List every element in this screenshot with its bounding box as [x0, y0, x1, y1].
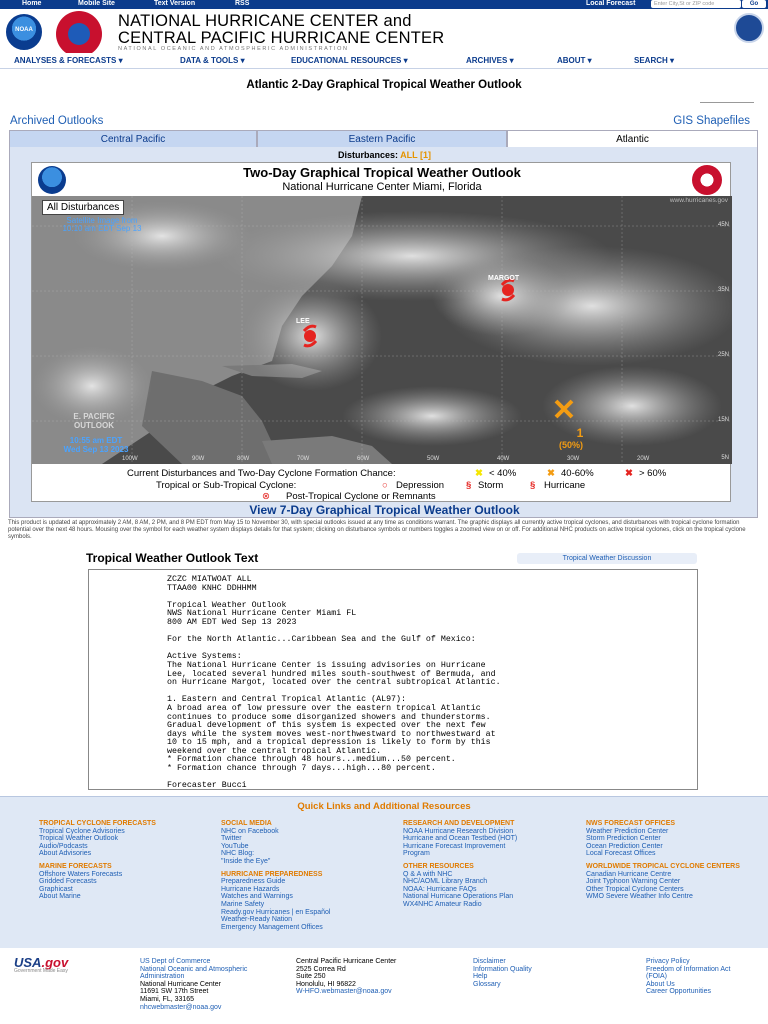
go-button[interactable]: Go	[742, 0, 766, 8]
bottom-text: Suite 250	[296, 973, 326, 981]
outlook-time-line1: 10:55 am EDT	[69, 436, 123, 445]
nav-data-tools[interactable]: DATA & TOOLS ▾	[180, 56, 245, 65]
epac-line2: OUTLOOK	[74, 421, 114, 430]
footer-link[interactable]: Local Forecast Offices	[586, 850, 656, 858]
footer-link[interactable]: Offshore Waters Forecasts	[39, 870, 123, 878]
bottom-col-about	[646, 958, 730, 996]
graphic-subtitle: National Hurricane Center Miami, Florida	[282, 181, 482, 193]
noaa-logo-icon[interactable]	[6, 14, 42, 50]
legend-storm: Storm	[478, 480, 504, 491]
outlook-timestamp	[46, 436, 146, 454]
footer-link[interactable]: About Marine	[39, 893, 81, 901]
nav-educational-resources[interactable]: EDUCATIONAL RESOURCES ▾	[291, 56, 408, 65]
post-tropical-icon: ⊗	[262, 491, 270, 502]
gis-shapefiles-link[interactable]: GIS Shapefiles	[673, 115, 750, 127]
footer-col-social	[221, 820, 381, 931]
usa-logo-text: USA	[14, 955, 42, 970]
usa-gov-tagline: Government Made Easy	[14, 968, 68, 974]
satellite-map[interactable]	[32, 196, 732, 464]
footer-link[interactable]: NOAA: Hurricane FAQs	[403, 885, 477, 893]
footer-link[interactable]: Canadian Hurricane Centre	[586, 870, 672, 878]
site-title-line1: NATIONAL HURRICANE CENTER and	[118, 12, 412, 30]
outlook-time-line2: Wed Sep 13 2023	[63, 445, 129, 454]
footer-link[interactable]: WX4NHC Amateur Radio	[403, 900, 482, 908]
lon-label: 70W	[297, 456, 310, 462]
footer-link[interactable]: Emergency Management Offices	[221, 923, 323, 931]
footer-link[interactable]: Hurricane Forecast Improvement	[403, 842, 506, 850]
bottom-link[interactable]: nhcwebmaster@noaa.gov	[140, 1003, 222, 1011]
bottom-link[interactable]: Help	[473, 973, 488, 981]
footer-heading: TROPICAL CYCLONE FORECASTS	[39, 820, 156, 827]
bottom-text: 2525 Correa Rd	[296, 965, 346, 973]
bottom-col-cphc	[296, 958, 396, 996]
footer-link[interactable]: Preparedness Guide	[221, 878, 286, 886]
graphic-title: Two-Day Graphical Tropical Weather Outlook	[243, 165, 521, 180]
rss-link[interactable]: RSS	[235, 0, 250, 7]
outlook-text-box	[88, 569, 698, 790]
footer-col-tropical	[39, 820, 189, 901]
all-disturbances-label: All Disturbances	[42, 200, 124, 215]
mobile-site-link[interactable]: Mobile Site	[78, 0, 115, 7]
legend-low: < 40%	[489, 468, 517, 479]
footer-heading: HURRICANE PREPAREDNESS	[221, 870, 323, 878]
page-title: Atlantic 2-Day Graphical Tropical Weather Outlook	[246, 79, 522, 91]
bottom-link[interactable]: Glossary	[473, 980, 501, 988]
footer-link[interactable]: "Inside the Eye"	[221, 857, 271, 865]
top-utility-bar	[0, 0, 768, 9]
disturbance-number[interactable]: 1	[576, 426, 584, 440]
depression-icon: ○	[382, 480, 388, 491]
tropical-weather-discussion-button[interactable]: Tropical Weather Discussion	[517, 553, 697, 564]
footer-link[interactable]: Q & A with NHC	[403, 870, 453, 878]
bottom-col-nhc	[140, 958, 247, 1011]
footer-link[interactable]: Watches and Warnings	[221, 893, 293, 901]
footer-link[interactable]: Weather Prediction Center	[586, 827, 669, 835]
disturbance-1-link[interactable]: [1]	[420, 150, 432, 160]
lat-label: 25N	[717, 352, 729, 358]
archived-outlooks-link[interactable]: Archived Outlooks	[10, 115, 104, 127]
footer-link[interactable]: NHC/AOML Library Branch	[403, 878, 488, 886]
footer-link[interactable]: Twitter	[221, 835, 242, 843]
nws-logo-icon[interactable]	[56, 11, 102, 57]
website-label: www.hurricanes.gov	[669, 197, 728, 204]
footer-link[interactable]: Ready.gov Hurricanes | en Español	[221, 908, 331, 916]
legend-cyclone-label: Tropical or Sub-Tropical Cyclone:	[156, 480, 297, 491]
footer-heading: OTHER RESOURCES	[403, 862, 474, 870]
disturbances-selector	[10, 150, 759, 160]
lon-label: 90W	[192, 456, 205, 462]
lat-label: 5N	[721, 455, 729, 461]
lon-label: 100W	[122, 456, 138, 462]
storm-icon: §	[466, 480, 472, 491]
footer-link[interactable]: Program	[403, 850, 430, 858]
bottom-link[interactable]: National Oceanic and Atmospheric	[140, 965, 248, 973]
bottom-link[interactable]: Career Opportunities	[646, 988, 711, 996]
footer-link[interactable]: Other Tropical Cyclone Centers	[586, 885, 684, 893]
epac-line1: E. PACIFIC	[73, 412, 115, 421]
nws-logo-icon	[692, 165, 722, 195]
nav-archives[interactable]: ARCHIVES ▾	[466, 56, 514, 65]
hurricane-icon: §	[530, 480, 536, 491]
bottom-col-policies	[473, 958, 532, 988]
text-version-link[interactable]: Text Version	[154, 0, 196, 7]
lat-label: 35N	[717, 287, 729, 293]
footer-link[interactable]: Storm Prediction Center	[586, 835, 661, 843]
lat-label: 15N	[717, 417, 729, 423]
lon-label: 40W	[497, 456, 510, 462]
local-forecast-label: Local Forecast	[586, 0, 636, 7]
footer-link[interactable]: Gridded Forecasts	[39, 878, 97, 886]
legend-post-tropical-label: Post-Tropical Cyclone or Remnants	[286, 491, 436, 502]
satellite-map-svg	[32, 196, 732, 464]
home-link[interactable]: Home	[22, 0, 42, 7]
noaa-logo-text: NOAA	[15, 27, 33, 33]
bottom-text: 11691 SW 17th Street	[140, 988, 209, 996]
outlook-panel	[9, 147, 758, 518]
disturbances-all-link[interactable]: ALL	[400, 150, 418, 160]
lee-label: LEE	[296, 318, 310, 325]
outlook-text-title: Tropical Weather Outlook Text	[86, 551, 259, 565]
footer-link[interactable]: Ocean Prediction Center	[586, 842, 663, 850]
site-header	[0, 9, 768, 53]
footer-link[interactable]: National Hurricane Operations Plan	[403, 893, 514, 901]
x-low-icon: ✖	[475, 468, 483, 479]
footer-link[interactable]: Graphicast	[39, 885, 73, 893]
legend-hurricane: Hurricane	[544, 480, 586, 491]
local-forecast-search-input[interactable]: Enter City,St or ZIP code	[651, 0, 741, 8]
tab-eastern-pacific[interactable]: Eastern Pacific	[257, 130, 507, 148]
satellite-label-line2: 10:10 am EDT Sep 13	[62, 224, 142, 233]
nav-analyses-forecasts[interactable]: ANALYSES & FORECASTS ▾	[14, 56, 123, 65]
lon-label: 80W	[237, 456, 250, 462]
footer-link[interactable]: NHC on Facebook	[221, 827, 279, 835]
footer-link[interactable]: YouTube	[221, 842, 249, 850]
footer-link[interactable]: Weather-Ready Nation	[221, 916, 293, 924]
legend-formation-label: Current Disturbances and Two-Day Cyclone Formation Chance:	[127, 468, 396, 479]
footer-link[interactable]: Audio/Podcasts	[39, 842, 88, 850]
site-title-line3: NATIONAL OCEANIC AND ATMOSPHERIC ADMINISTRATION	[118, 46, 349, 52]
satellite-timestamp	[42, 217, 162, 233]
lat-label: 45N	[717, 222, 729, 228]
view-7-day-outlook-link[interactable]: View 7-Day Graphical Tropical Weather Outlook	[249, 503, 520, 517]
footer-heading: WORLDWIDE TROPICAL CYCLONE CENTERS	[586, 862, 740, 870]
lon-label: 50W	[427, 456, 440, 462]
divider	[700, 102, 754, 103]
footer-link[interactable]: Hurricane and Ocean Testbed (HOT)	[403, 835, 518, 843]
bottom-text: National Hurricane Center	[140, 980, 221, 988]
lon-label: 60W	[357, 456, 370, 462]
quick-links-title: Quick Links and Additional Resources	[297, 801, 471, 812]
site-title-line2: CENTRAL PACIFIC HURRICANE CENTER	[118, 29, 445, 47]
bottom-link[interactable]: Administration	[140, 973, 185, 981]
footer-link[interactable]: NOAA Hurricane Research Division	[403, 827, 514, 835]
bottom-text: Honolulu, HI 96822	[296, 980, 356, 988]
legend-depression: Depression	[396, 480, 445, 491]
footer-link[interactable]: Marine Safety	[221, 900, 265, 908]
commerce-seal-icon[interactable]	[734, 13, 764, 43]
footer-heading: MARINE FORECASTS	[39, 862, 112, 870]
bottom-link[interactable]: W-HFO.webmaster@noaa.gov	[296, 988, 392, 996]
satellite-label-line1: Satellite Image from	[66, 216, 138, 225]
footer-link[interactable]: Tropical Weather Outlook	[39, 835, 118, 843]
bottom-text: Miami, FL, 33165	[140, 995, 195, 1003]
lon-label: 30W	[567, 456, 580, 462]
legend-medium: 40-60%	[561, 468, 594, 479]
footer-link[interactable]: Joint Typhoon Warning Center	[586, 878, 681, 886]
margot-label: MARGOT	[488, 275, 520, 282]
footer-link[interactable]: Hurricane Hazards	[221, 885, 280, 893]
disturbance-chance[interactable]: (50%)	[559, 440, 584, 450]
footer-heading: NWS FORECAST OFFICES	[586, 820, 676, 827]
product-disclaimer: This product is updated at approximately 2 AM, 8 AM, 2 PM, and 8 PM EDT from May 15 to November 30, with special outlooks issued at any time as conditions warrant. The graphic displays all currently active tropical cyclones, and disturbances with tropical cyclone formation potential over the next 48 hours. Mousing over the symbol for each weather system displays details for that system; clicking on disturbance symbols or numbers toggles a zoomed view on or off. For additional NHC products on active tropical cyclones, click on the tropical cyclone symbols.	[8, 520, 746, 540]
bottom-link[interactable]: About Us	[646, 980, 675, 988]
lon-label: 20W	[637, 456, 650, 462]
disturbances-label: Disturbances:	[337, 150, 398, 160]
legend-high: > 60%	[639, 468, 667, 479]
footer-col-nws	[586, 820, 746, 901]
bottom-text: Central Pacific Hurricane Center	[296, 958, 397, 965]
basin-tabs	[9, 130, 758, 148]
footer-link[interactable]: WMO Severe Weather Info Centre	[586, 893, 693, 901]
bottom-link[interactable]: US Dept of Commerce	[140, 958, 211, 965]
x-medium-icon: ✖	[547, 468, 555, 479]
outlook-text-body: ZCZC MIATWOAT ALL TTAA00 KNHC DDHHMM Tropical Weather Outlook NWS National Hurricane Center Miami FL 800 AM EDT Wed Sep 13 2023 For the North Atlantic...Caribbean Sea and the Gulf of Mexico: Active Systems: The National Hurricane Center is issuing advisories on Hurricane Lee, located several hundred miles south-southwest of Bermuda, and on Hurricane Margot, located over the central subtropical Atlantic. 1. Eastern and Central Tropical Atlantic (AL97): A broad area of low pressure over the eastern tropical Atlantic continues to produce some disorganized showers and thunderstorms. Gradual development of this system is expected over the next few days while the system moves west-northwestward to northwestward at 10 to 15 mph, and a tropical depression is likely to form by this weekend over the central tropical Atlantic. * Formation chance through 48 hours...medium...50 percent. * Formation chance through 7 days...high...80 percent. Forecaster Bucci	[167, 575, 501, 791]
main-nav	[0, 53, 768, 69]
outlook-graphic	[31, 162, 731, 502]
nav-about[interactable]: ABOUT ▾	[557, 56, 592, 65]
footer-col-research	[403, 820, 563, 909]
bottom-link[interactable]: Disclaimer	[473, 958, 506, 965]
bottom-link[interactable]: Privacy Policy	[646, 958, 690, 965]
x-high-icon: ✖	[625, 468, 633, 479]
quick-links-footer	[0, 796, 768, 948]
footer-link[interactable]: About Advisories	[39, 850, 92, 858]
footer-heading: RESEARCH AND DEVELOPMENT	[403, 820, 515, 827]
epac-outlook-link[interactable]	[54, 412, 134, 430]
bottom-link[interactable]: Freedom of Information Act	[646, 965, 731, 973]
tab-central-pacific[interactable]: Central Pacific	[9, 130, 257, 148]
footer-link[interactable]: NHC Blog:	[221, 850, 255, 858]
tab-atlantic[interactable]: Atlantic	[507, 130, 758, 148]
usa-logo-suffix: .gov	[41, 955, 69, 970]
nav-search[interactable]: SEARCH ▾	[634, 56, 675, 65]
footer-heading: SOCIAL MEDIA	[221, 820, 272, 827]
footer-link[interactable]: Tropical Cyclone Advisories	[39, 827, 125, 835]
bottom-link[interactable]: (FOIA)	[646, 973, 667, 981]
bottom-link[interactable]: Information Quality	[473, 965, 532, 973]
site-bottom	[0, 950, 768, 1024]
